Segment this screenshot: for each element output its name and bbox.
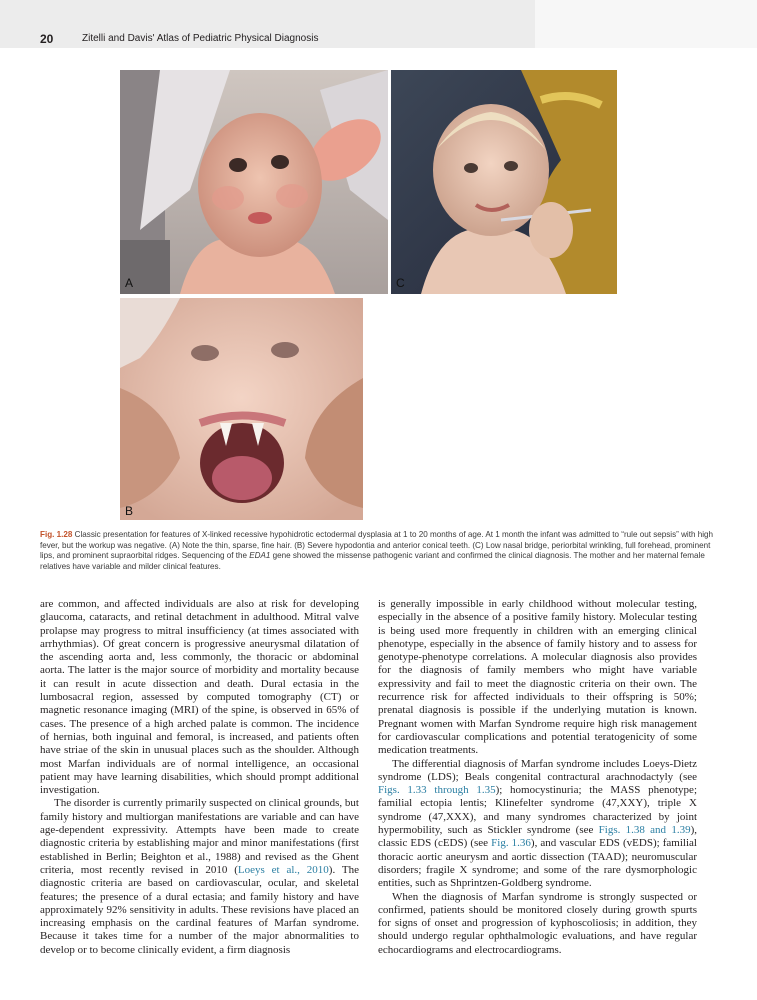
body-text: The disorder is currently primarily suspected on clinical grounds, but family history and multiorgan manifestations are variable and can have age-dependent expressivity. Attempts have been made to create diagnostic criteria by establishing major and minor manifestations (first established in Berlin; Beighton et al., 1988) and revised as the Ghent criteria, most recently revised in 2010 ( — [40, 797, 359, 876]
figure-link[interactable]: Figs. 1.38 and 1.39 — [598, 824, 691, 837]
page-number: 20 — [40, 32, 54, 46]
panel-label-b: B — [125, 504, 134, 518]
header-band-right — [535, 0, 757, 48]
body-column-left — [40, 598, 359, 957]
body-text: ), classic EDS (cEDS) (see — [378, 824, 697, 850]
panel-label-c: C — [396, 276, 405, 290]
figure-link[interactable]: Fig. 1.36 — [491, 837, 531, 850]
body-paragraph: are common, and affected individuals are also at risk for developing glaucoma, cataracts, and retinal detachment in adulthood. Mitral valve prolapse may progress to mitral insufficiency (at times associated with arrhythmias). Of great concern is progressive aneurysmal dilatation of the ascending aorta and, less commonly, the thoracic or abdominal aorta. The latter is the major source of morbidity and mortality because it can result in acute dissection and death. Dural ectasia in the lumbosacral region, assessed by computed tomography (CT) or magnetic resonance imaging (MRI) of the spine, is observed in 65% of cases. The presence of a high arched palate is common. The incidence of hernias, both inguinal and femoral, is increased, and patients often have striae of the skin in unusual places such as the shoulder. Although most Marfan individuals are of normal intelligence, an occasional patient may have learning disabilities, which should prompt additional investigation. — [40, 598, 359, 797]
caption-text-1: Classic presentation for features of X-linked recessive hypohidrotic ectodermal dysplasia at 1 to 20 months of age. At 1 month the infant was admitted to “rule out sepsis” with high fever, but the workup was negative. (A) Note the thin, sparse, fine hair. (B) Severe hypodontia and anterior conical teeth. (C) Low nasal bridge, periorbital wrinkling, full forehead, prominent lips, and prominent supraorbital ridges. Sequencing of the — [40, 530, 714, 561]
body-text: ). The diagnostic criteria are based on cardiovascular, ocular, and skeletal features; the presence of a dural ectasia; and family history and have approximately 92% sensitivity in adults. These revisions have placed an increasing emphasis on the cardinal features of Marfan syndrome. Because it takes time for a number of the major abnormalities to develop or to become clinically evident, a firm diagnosis — [40, 863, 359, 956]
body-column-right — [378, 598, 697, 957]
body-paragraph: When the diagnosis of Marfan syndrome is strongly suspected or confirmed, patients should be monitored closely during growth spurts for signs of onset and progression of kyphoscoliosis; in addition, they should undergo regular ophthalmologic evaluations, and have regular echocardiograms and electrocardiograms. — [378, 890, 697, 956]
body-paragraph — [40, 797, 359, 957]
caption-gene: EDA1 — [249, 551, 271, 561]
figure-label: Fig. 1.28 — [40, 530, 73, 539]
toddler-photo-c — [391, 70, 617, 294]
figure-link[interactable]: Figs. 1.33 through 1.35 — [378, 784, 496, 797]
caption-text-2: gene showed the missense pathogenic variant and confirmed the clinical diagnosis. The mother and her maternal female relatives have variable and milder clinical features. — [40, 551, 705, 571]
figure-panel-c — [391, 70, 617, 294]
body-text: The differential diagnosis of Marfan syndrome includes Loeys-Dietz syndrome (LDS); Beals congenital contractural arachnodactyly (see — [378, 757, 697, 783]
body-text: ), and vascular EDS (vEDS); familial thoracic aortic aneurysm and aortic dissection (TAAD); neuromuscular disorders; fragile X syndrome; and some of the rare dysmorphologic entities, such as Shprintzen-Goldberg syndrome. — [378, 837, 697, 890]
body-paragraph: is generally impossible in early childhood without molecular testing, especially in the absence of a positive family history. Molecular testing is being used more frequently in children with an emerging clinical phenotype, especially in the absence of family history and to assess for genotype-phenotype correlations. A molecular diagnosis also provides for the diagnosis of family members who might have variable expressivity and fail to meet the diagnostic criteria on their own. The recurrence risk for affected individuals to their offspring is 50%; prenatal diagnosis is possible if the underlying mutation is known. Pregnant women with Marfan Syndrome require high risk management for cardiovascular complications and potential teratogenicity of some medication treatments. — [378, 598, 697, 757]
reference-link[interactable]: Loeys et al., 2010 — [237, 863, 329, 876]
body-paragraph — [378, 758, 697, 891]
panel-label-a: A — [125, 276, 134, 290]
dental-photo-b — [120, 298, 363, 520]
figure-panel-a — [120, 70, 388, 294]
figure-panel-b — [120, 298, 363, 520]
figure-caption — [40, 530, 720, 572]
body-text: ); homocystinuria; the MASS phenotype; familial ectopia lentis; Klinefelter syndrome (47,XXY), triple X syndrome (47,XXX), and many syndromes characterized by joint hypermobility, such as Stickler syndrome (see — [378, 784, 697, 837]
infant-photo-a — [120, 70, 388, 294]
running-title: Zitelli and Davis' Atlas of Pediatric Physical Diagnosis — [82, 33, 319, 44]
